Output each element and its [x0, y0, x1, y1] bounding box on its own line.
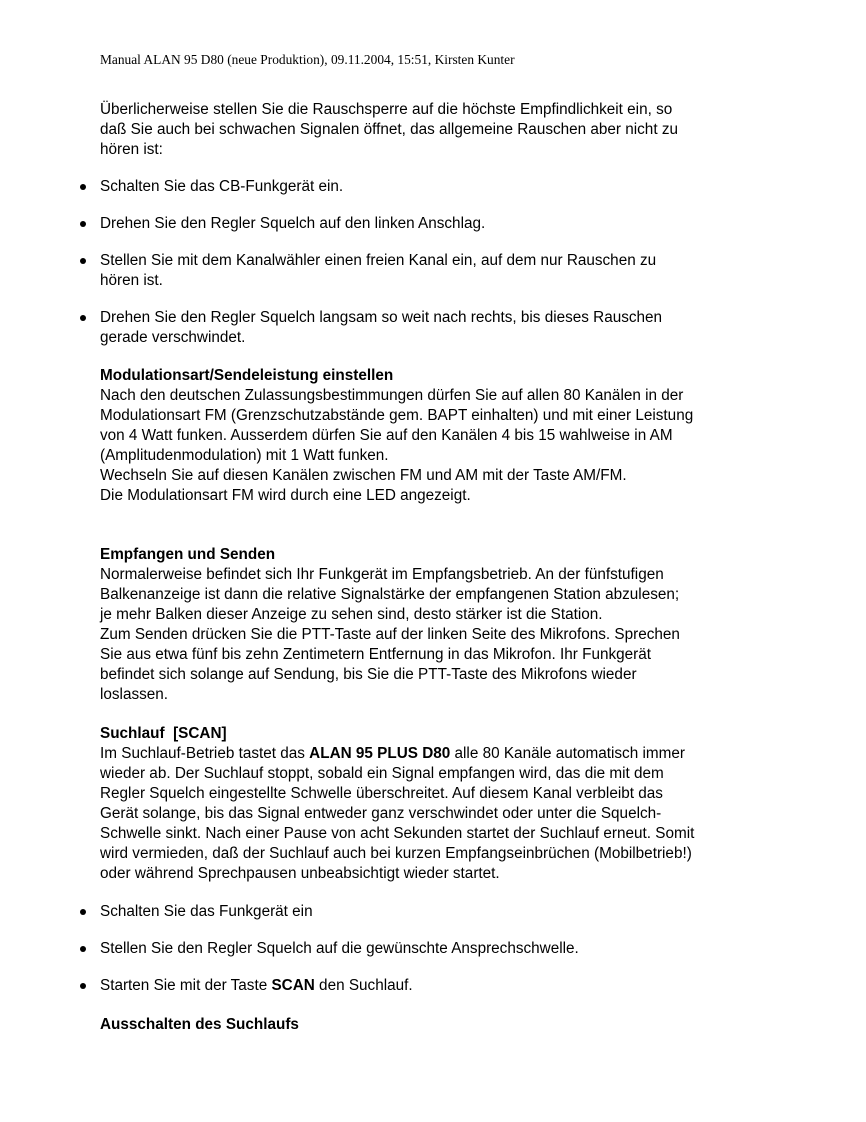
receive-send-line: je mehr Balken dieser Anzeige zu sehen sind, desto stärker ist die Station.	[100, 606, 603, 623]
scan-line-text: Im Suchlauf-Betrieb tastet das	[100, 745, 310, 762]
scan-heading: Suchlauf [SCAN]	[100, 725, 227, 742]
scan-line: Regler Squelch eingestellte Schwelle überschreitet. Auf diesem Kanal verbleibt das	[100, 785, 663, 802]
receive-send-paragraph	[100, 565, 764, 705]
modulation-line: Modulationsart FM (Grenzschutzabstände gem. BAPT einhalten) und mit einer Leistung	[100, 407, 694, 424]
modulation-line: (Amplitudenmodulation) mit 1 Watt funken.	[100, 447, 389, 464]
list-item-text	[100, 976, 764, 996]
list-item	[100, 308, 764, 348]
receive-send-line: loslassen.	[100, 686, 169, 703]
intro-line: Überlicherweise stellen Sie die Rauschsperre auf die höchste Empfindlichkeit ein, so	[100, 101, 673, 118]
scan-key-name: SCAN	[271, 977, 315, 994]
modulation-heading: Modulationsart/Sendeleistung einstellen	[100, 367, 394, 384]
bullet-icon	[80, 909, 86, 915]
bullet-icon	[80, 184, 86, 190]
intro-paragraph	[100, 100, 764, 160]
list-item	[100, 976, 764, 996]
receive-send-line: Balkenanzeige ist dann die relative Signalstärke der empfangenen Station abzulesen;	[100, 586, 680, 603]
bullet-icon	[80, 946, 86, 952]
modulation-paragraph	[100, 386, 764, 506]
bullet-icon	[80, 983, 86, 989]
scan-line: oder während Sprechpausen unbeabsichtigt wieder startet.	[100, 865, 500, 882]
list-item	[100, 902, 764, 922]
scan-line	[100, 744, 764, 764]
list-item-text: hören ist.	[100, 272, 163, 289]
list-item	[100, 214, 764, 234]
scan-line: Schwelle sinkt. Nach einer Pause von acht Sekunden startet der Suchlauf erneut. Somit	[100, 825, 695, 842]
list-item-text: Drehen Sie den Regler Squelch auf den linken Anschlag.	[100, 215, 486, 232]
bullet-icon	[80, 258, 86, 264]
list-item-text: Schalten Sie das Funkgerät ein	[100, 903, 313, 920]
scan-steps-list	[100, 902, 764, 996]
intro-line: hören ist:	[100, 141, 163, 158]
receive-send-line: Zum Senden drücken Sie die PTT-Taste auf der linken Seite des Mikrofons. Sprechen	[100, 626, 680, 643]
list-item-text: Stellen Sie mit dem Kanalwähler einen freien Kanal ein, auf dem nur Rauschen zu	[100, 252, 657, 269]
receive-send-line: Normalerweise befindet sich Ihr Funkgerät im Empfangsbetrieb. An der fünfstufigen	[100, 566, 664, 583]
modulation-line: von 4 Watt funken. Ausserdem dürfen Sie auf den Kanälen 4 bis 15 wahlweise in AM	[100, 427, 673, 444]
receive-send-heading: Empfangen und Senden	[100, 546, 276, 563]
scan-line-text: alle 80 Kanäle automatisch immer	[450, 745, 685, 762]
receive-send-line: Sie aus etwa fünf bis zehn Zentimetern Entfernung in das Mikrofon. Ihr Funkgerät	[100, 646, 651, 663]
modulation-line: Wechseln Sie auf diesen Kanälen zwischen FM und AM mit der Taste AM/FM.	[100, 467, 627, 484]
scan-line: wieder ab. Der Suchlauf stoppt, sobald ein Signal empfangen wird, das die mit dem	[100, 765, 664, 782]
squelch-steps-list	[100, 177, 764, 348]
scan-off-heading: Ausschalten des Suchlaufs	[100, 1016, 299, 1033]
page-header: Manual ALAN 95 D80 (neue Produktion), 09.11.2004, 15:51, Kirsten Kunter	[100, 52, 515, 67]
device-name: ALAN 95 PLUS D80	[309, 745, 451, 762]
list-item-text: Stellen Sie den Regler Squelch auf die gewünschte Ansprechschwelle.	[100, 940, 579, 957]
bullet-icon	[80, 221, 86, 227]
scan-line: Gerät solange, bis das Signal entweder ganz verschwindet oder unter die Squelch-	[100, 805, 662, 822]
bullet-icon	[80, 315, 86, 321]
list-item-text: gerade verschwindet.	[100, 329, 246, 346]
list-item	[100, 939, 764, 959]
scan-line: wird vermieden, daß der Suchlauf auch bei kurzen Empfangseinbrüchen (Mobilbetrieb!)	[100, 845, 692, 862]
list-item	[100, 177, 764, 197]
scan-paragraph	[100, 744, 764, 884]
intro-line: daß Sie auch bei schwachen Signalen öffnet, das allgemeine Rauschen aber nicht zu	[100, 121, 678, 138]
list-item-text: Drehen Sie den Regler Squelch langsam so weit nach rechts, bis dieses Rauschen	[100, 309, 663, 326]
list-item-text-part: den Suchlauf.	[314, 977, 413, 994]
list-item	[100, 251, 764, 291]
page-content	[100, 100, 764, 1035]
modulation-line: Die Modulationsart FM wird durch eine LED angezeigt.	[100, 487, 471, 504]
list-item-text: Schalten Sie das CB-Funkgerät ein.	[100, 178, 344, 195]
modulation-line: Nach den deutschen Zulassungsbestimmungen dürfen Sie auf allen 80 Kanälen in der	[100, 387, 684, 404]
receive-send-line: befindet sich solange auf Sendung, bis Sie die PTT-Taste des Mikrofons wieder	[100, 666, 637, 683]
list-item-text-part: Starten Sie mit der Taste	[100, 977, 272, 994]
